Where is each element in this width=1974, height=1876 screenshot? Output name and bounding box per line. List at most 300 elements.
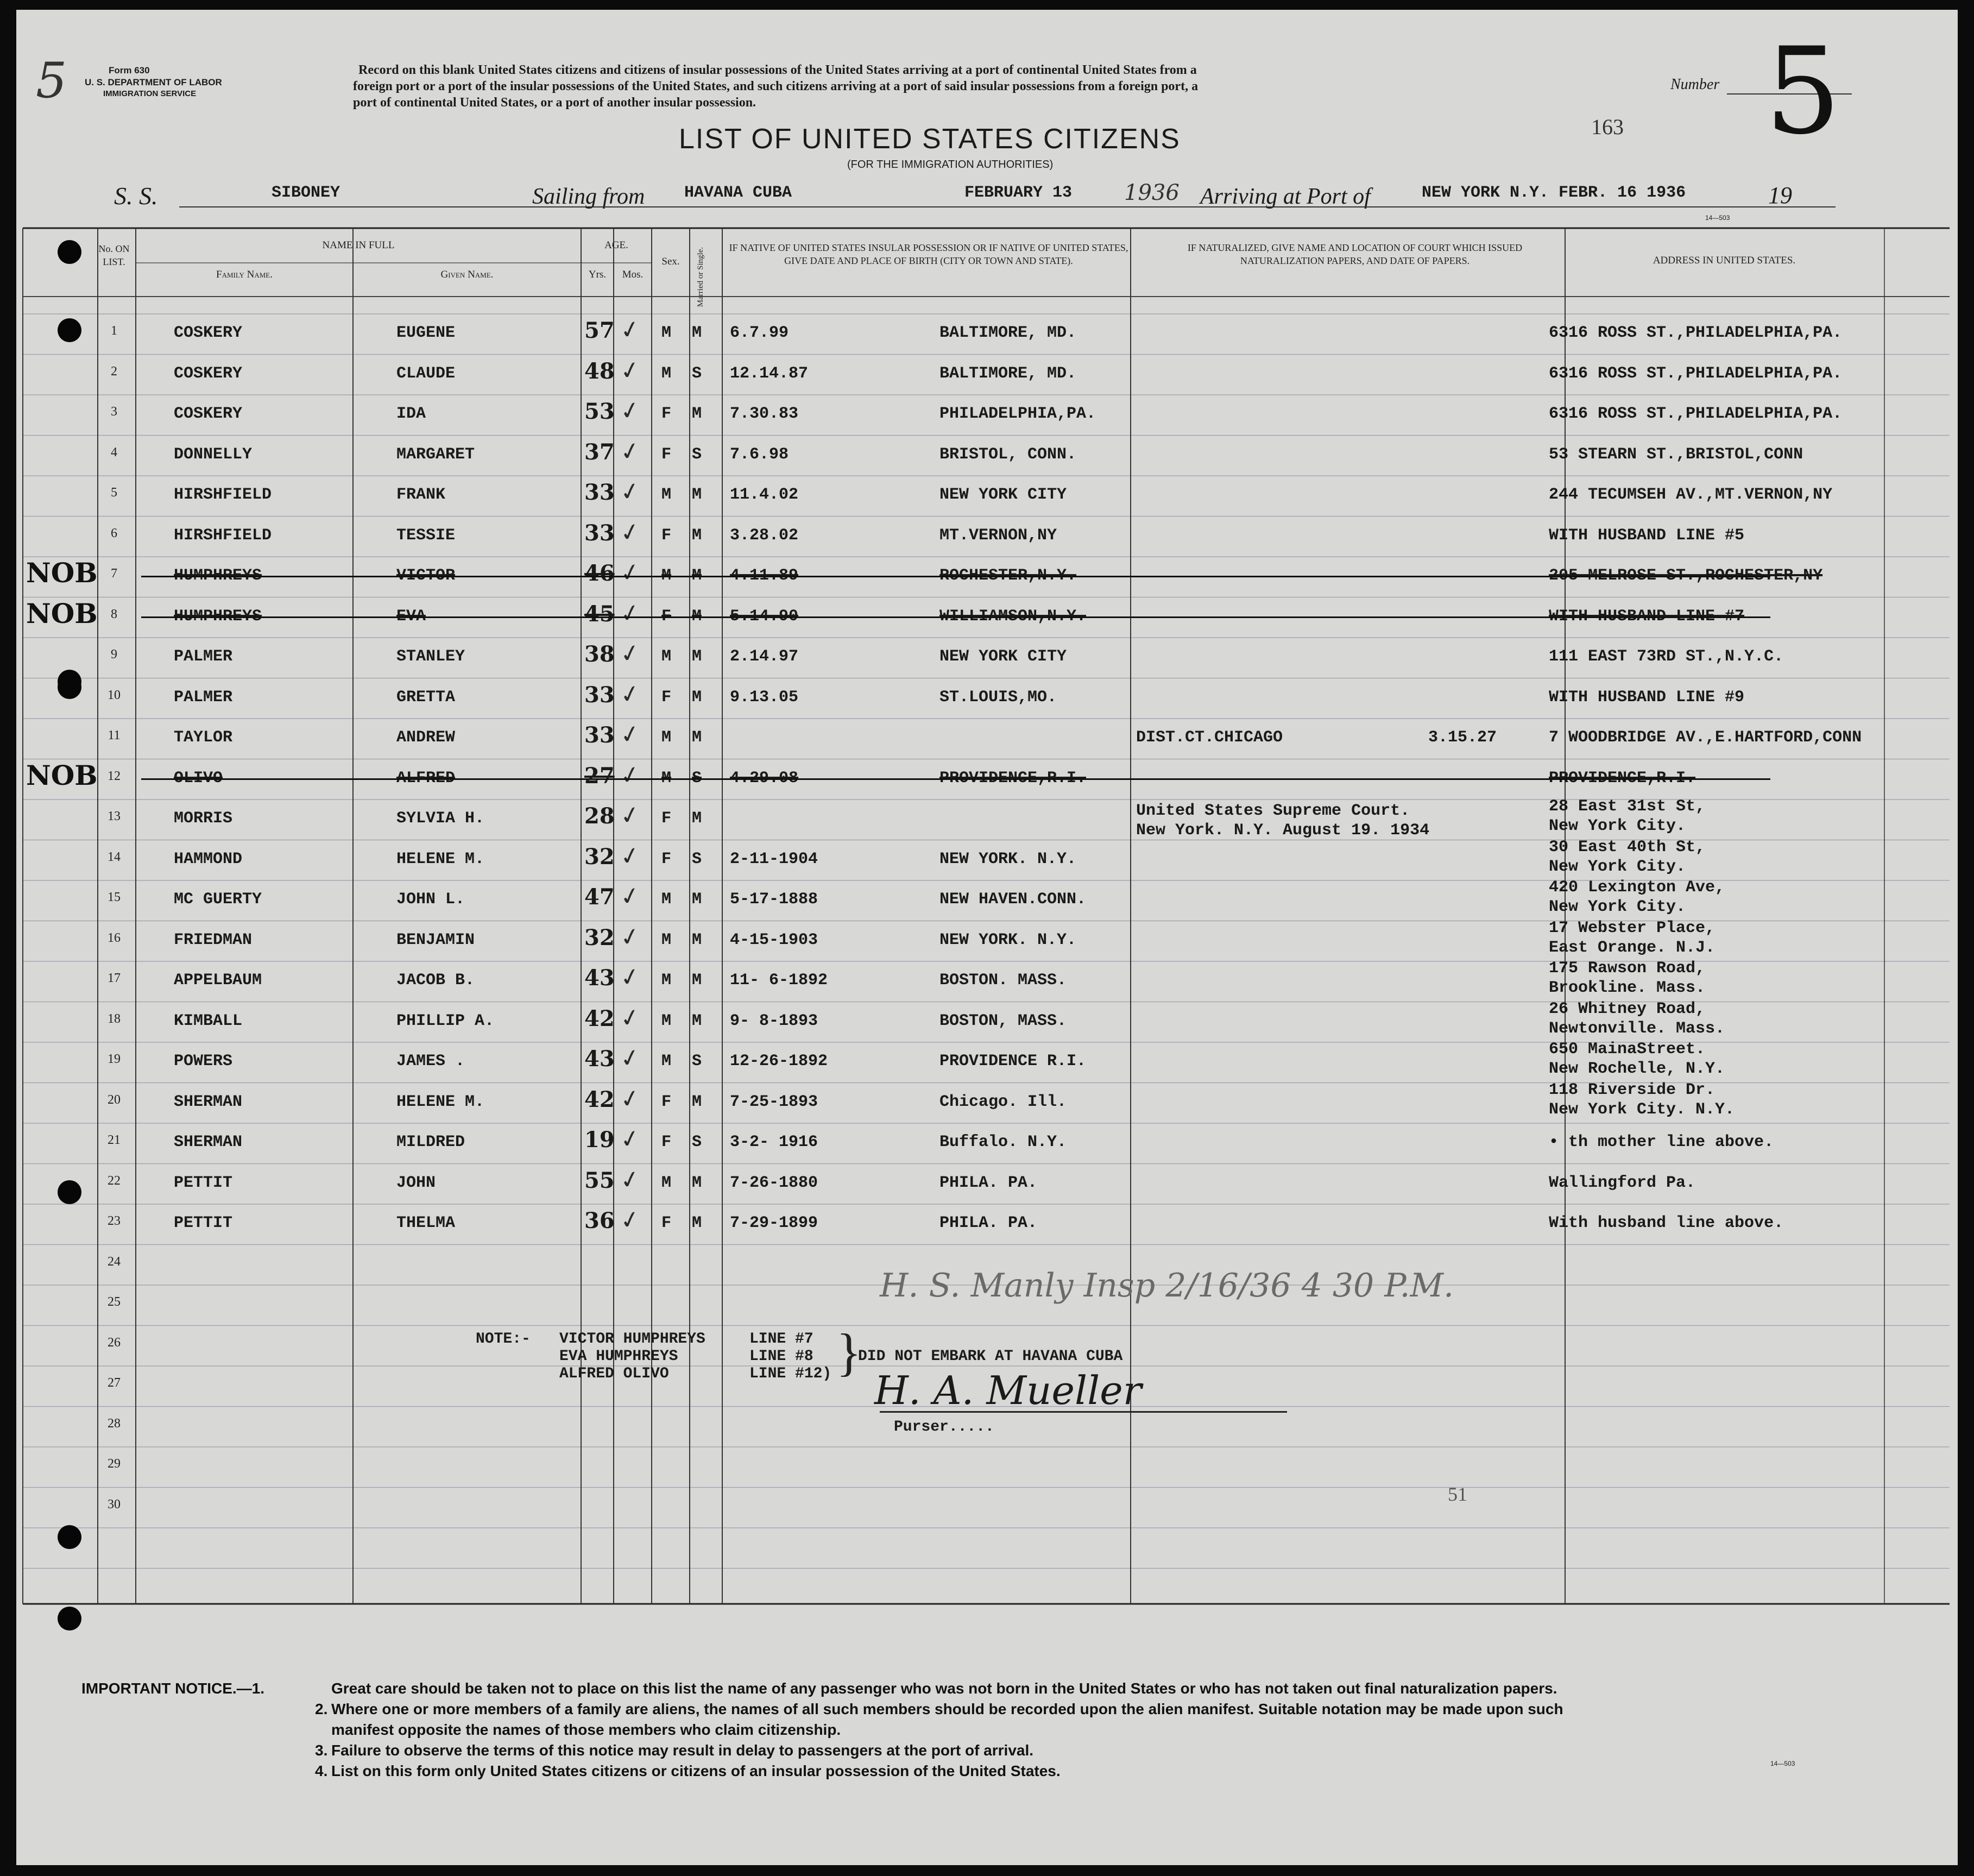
address: 53 STEARN ST.,BRISTOL,CONN [1549, 445, 1803, 464]
sex: F [661, 1214, 672, 1232]
family-name: PETTIT [174, 1173, 233, 1192]
from-port: HAVANA CUBA [684, 184, 792, 202]
sex: M [661, 1052, 672, 1071]
row-number: 2 [111, 364, 117, 379]
check-mark: ✓ [617, 1083, 643, 1115]
age-years: 33 [584, 480, 615, 505]
check-mark: ✓ [617, 395, 643, 427]
marital-status: M [692, 486, 702, 504]
check-mark: ✓ [617, 1164, 643, 1195]
birth-place: BOSTON, MASS. [939, 1011, 1067, 1030]
address-line-1: 175 Rawson Road, [1549, 959, 1706, 978]
family-name: HIRSHFIELD [174, 486, 272, 504]
row-number: 19 [108, 1052, 121, 1066]
row-number: 27 [108, 1376, 121, 1390]
age-years: 33 [584, 722, 615, 748]
birth-place: NEW YORK. N.Y. [939, 849, 1077, 868]
note-text: DID NOT EMBARK AT HAVANA CUBA [858, 1348, 1123, 1365]
given-name: MARGARET [396, 445, 475, 464]
birth-place: NEW YORK. N.Y. [939, 930, 1077, 949]
age-years: 28 [584, 803, 615, 829]
arrival-port: NEW YORK N.Y. FEBR. 16 1936 [1422, 184, 1686, 202]
address-line-2: New Rochelle, N.Y. [1549, 1060, 1725, 1078]
check-mark: ✓ [617, 799, 643, 832]
family-name: PETTIT [174, 1214, 233, 1232]
family-name: FRIEDMAN [174, 930, 253, 949]
check-mark: ✓ [617, 557, 643, 589]
birth-date: 11.4.02 [730, 486, 799, 504]
birth-place: ROCHESTER,N.Y. [939, 566, 1077, 585]
given-name: JACOB B. [396, 971, 475, 990]
row-number: 8 [111, 607, 117, 621]
age-years: 57 [584, 318, 615, 343]
note-name-1: VICTOR HUMPHREYS [559, 1331, 705, 1348]
birth-date: 4.11.89 [730, 566, 799, 585]
family-name: OLIVO [174, 769, 223, 788]
age-years: 55 [584, 1167, 615, 1193]
marital-status: M [692, 688, 702, 707]
marital-status: M [692, 930, 702, 949]
check-mark: ✓ [617, 597, 643, 629]
marital-status: M [692, 1092, 702, 1111]
naturalization-court: United States Supreme Court. [1136, 802, 1410, 820]
row-number: 15 [108, 890, 121, 904]
header-address: ADDRESS IN UNITED STATES. [1653, 255, 1796, 266]
instructions-line-1: Record on this blank United States citizens and citizens of insular possessions of the United States arriving at a port of continental United States from a [358, 63, 1197, 77]
header-age: AGE. [604, 240, 628, 251]
inspector-signature: H. S. Manly Insp 2/16/36 4 30 P.M. [880, 1267, 1454, 1305]
marital-status: M [692, 1173, 702, 1192]
nob-margin-note: NOB [26, 759, 98, 791]
birth-date: 3.28.02 [730, 526, 799, 545]
birth-place: Chicago. Ill. [939, 1092, 1067, 1111]
given-name: CLAUDE [396, 364, 456, 383]
address-line-1: 650 MainaStreet. [1549, 1040, 1706, 1059]
punch-hole [58, 318, 81, 342]
given-name: JOHN L. [396, 890, 465, 909]
family-name: PALMER [174, 647, 233, 666]
birth-date: 7.30.83 [730, 405, 799, 423]
note-line-1: LINE #7 [749, 1331, 813, 1348]
birth-date: 7-26-1880 [730, 1173, 818, 1192]
birth-date: 5.14.90 [730, 607, 799, 626]
notice-item-3: Failure to observe the terms of this notice may result in delay to passengers at the port of arrival. [331, 1742, 1034, 1759]
given-name: MILDRED [396, 1133, 465, 1151]
sex: F [661, 445, 672, 464]
row-number: 21 [108, 1133, 121, 1147]
birth-place: MT.VERNON,NY [939, 526, 1057, 545]
birth-date: 5-17-1888 [730, 890, 818, 909]
header-sex: Sex. [661, 256, 680, 267]
birth-date: 2-11-1904 [730, 849, 818, 868]
header-given: Given Name. [440, 269, 494, 280]
age-years: 43 [584, 1046, 615, 1072]
note-line-3: LINE #12) [749, 1365, 832, 1382]
given-name: PHILLIP A. [396, 1011, 495, 1030]
birth-date: 12.14.87 [730, 364, 809, 383]
birth-place: ST.LOUIS,MO. [939, 688, 1057, 707]
row-number: 25 [108, 1295, 121, 1309]
birth-date: 3-2- 1916 [730, 1133, 818, 1151]
birth-place: PHILA. PA. [939, 1173, 1038, 1192]
punch-hole [58, 1607, 81, 1631]
family-name: SHERMAN [174, 1092, 243, 1111]
header-naturalized: IF NATURALIZED, GIVE NAME AND LOCATION OF COURT WHICH ISSUED NATURALIZATION PAPERS, AND DATE OF PAPERS. [1187, 242, 1523, 266]
address: 6316 ROSS ST.,PHILADELPHIA,PA. [1549, 324, 1843, 342]
sex: F [661, 1133, 672, 1151]
age-years: 42 [584, 1005, 615, 1031]
marital-status: M [692, 607, 702, 626]
ship-name: SIBONEY [272, 184, 340, 202]
row-number: 1 [111, 324, 117, 338]
given-name: EVA [396, 607, 426, 626]
row-number: 22 [108, 1173, 121, 1188]
sail-date: FEBRUARY 13 [964, 184, 1073, 202]
marital-status: M [692, 890, 702, 909]
address-line-2: East Orange. N.J. [1549, 938, 1716, 957]
birth-place: NEW YORK CITY [939, 486, 1067, 504]
birth-date: 12-26-1892 [730, 1052, 828, 1071]
print-code: 14—503 [1705, 214, 1730, 222]
marital-status: M [692, 324, 702, 342]
nob-margin-note: NOB [26, 557, 98, 589]
check-mark: ✓ [617, 436, 643, 467]
sex: F [661, 849, 672, 868]
notice-num-2: 2. [315, 1701, 328, 1717]
sex: F [661, 1092, 672, 1111]
address: 6316 ROSS ST.,PHILADELPHIA,PA. [1549, 405, 1843, 423]
birth-place: NEW HAVEN.CONN. [939, 890, 1087, 909]
sex: M [661, 971, 672, 990]
given-name: GRETTA [396, 688, 456, 707]
sex: M [661, 364, 672, 383]
header-family: Family Name. [216, 269, 273, 280]
sex: M [661, 890, 672, 909]
birth-date: 4.29.08 [730, 769, 799, 788]
family-name: HAMMOND [174, 849, 243, 868]
sex: F [661, 526, 672, 545]
marital-status: S [692, 445, 702, 464]
row-number: 6 [111, 526, 117, 540]
row-number: 9 [111, 647, 117, 662]
given-name: IDA [396, 405, 426, 423]
age-years: 33 [584, 520, 615, 546]
sailing-label: Sailing from [532, 184, 645, 209]
birth-place: NEW YORK CITY [939, 647, 1067, 666]
family-name: COSKERY [174, 324, 243, 342]
given-name: EUGENE [396, 324, 456, 342]
birth-date: 9.13.05 [730, 688, 799, 707]
birth-date: 4-15-1903 [730, 930, 818, 949]
nob-margin-note: NOB [26, 597, 98, 629]
marital-status: S [692, 769, 702, 788]
birth-place: WILLIAMSON,N.Y. [939, 607, 1087, 626]
check-mark: ✓ [617, 961, 643, 993]
sex: M [661, 930, 672, 949]
marital-status: M [692, 1214, 702, 1232]
family-name: PALMER [174, 688, 233, 707]
sex: F [661, 405, 672, 423]
family-name: POWERS [174, 1052, 233, 1071]
note-name-2: EVA HUMPHREYS [559, 1348, 678, 1365]
row-number: 24 [108, 1254, 121, 1269]
check-mark: ✓ [617, 1123, 643, 1155]
sex: F [661, 688, 672, 707]
row-number: 23 [108, 1214, 121, 1228]
given-name: SYLVIA H. [396, 809, 485, 828]
birth-place: PHILA. PA. [939, 1214, 1038, 1232]
notice-item-4: List on this form only United States citizens or citizens of an insular possession of the United States. [331, 1762, 1061, 1779]
check-mark: ✓ [617, 1002, 643, 1034]
given-name: THELMA [396, 1214, 456, 1232]
header-yrs: Yrs. [588, 269, 607, 280]
number-value: 5 [1765, 22, 1841, 161]
punch-hole [58, 240, 81, 264]
form-number: Form 630 [109, 65, 150, 75]
marital-status: M [692, 971, 702, 990]
row-number: 29 [108, 1457, 121, 1471]
marital-status: M [692, 1011, 702, 1030]
sex: M [661, 647, 672, 666]
service: IMMIGRATION SERVICE [103, 89, 197, 98]
address-line-2: New York City. [1549, 817, 1686, 835]
given-name: HELENE M. [396, 849, 485, 868]
age-years: 19 [584, 1127, 615, 1153]
strike-line [141, 576, 1770, 577]
family-name: DONNELLY [174, 445, 253, 464]
year-prefix: 19 [1768, 182, 1792, 209]
marital-status: M [692, 526, 702, 545]
given-name: ALFRED [396, 769, 456, 788]
header-name-in-full: NAME IN FULL [322, 240, 395, 251]
address: 244 TECUMSEH AV.,MT.VERNON,NY [1549, 486, 1833, 504]
given-name: HELENE M. [396, 1092, 485, 1111]
address: Wallingford Pa. [1549, 1173, 1696, 1192]
note-line-2: LINE #8 [749, 1348, 813, 1365]
birth-place: PHILADELPHIA,PA. [939, 405, 1096, 423]
address-line-2: Newtonville. Mass. [1549, 1019, 1725, 1038]
birth-date: 2.14.97 [730, 647, 799, 666]
address: 6316 ROSS ST.,PHILADELPHIA,PA. [1549, 364, 1843, 383]
marital-status: S [692, 1133, 702, 1151]
age-years: 48 [584, 358, 615, 384]
sex: F [661, 607, 672, 626]
notice-num-3: 3. [315, 1742, 328, 1759]
purser-signature: H. A. Mueller [874, 1368, 1142, 1413]
sex: M [661, 566, 672, 585]
given-name: ANDREW [396, 728, 456, 747]
check-mark: ✓ [617, 719, 643, 751]
age-years: 45 [584, 601, 615, 627]
voyage-underline [179, 206, 1836, 207]
header-no: No. ON LIST. [98, 243, 130, 267]
header-married: Married or Single. [696, 247, 705, 307]
address-line-1: 118 Riverside Dr. [1549, 1080, 1716, 1099]
marital-status: M [692, 566, 702, 585]
birth-place: BALTIMORE, MD. [939, 324, 1077, 342]
check-mark: ✓ [617, 1204, 643, 1236]
punch-hole [58, 1180, 81, 1204]
row-number: 14 [108, 849, 121, 864]
row-number: 13 [108, 809, 121, 823]
age-years: 47 [584, 884, 615, 910]
family-name: HIRSHFIELD [174, 526, 272, 545]
address: WITH HUSBAND LINE #7 [1549, 607, 1745, 626]
family-name: APPELBAUM [174, 971, 262, 990]
age-years: 46 [584, 561, 615, 586]
check-mark: ✓ [617, 476, 643, 508]
ss-label: S. S. [114, 182, 158, 210]
birth-place: BALTIMORE, MD. [939, 364, 1077, 383]
age-years: 37 [584, 439, 615, 465]
naturalization-date: 3.15.27 [1428, 728, 1497, 747]
row-number: 28 [108, 1416, 121, 1431]
birth-date: 7.6.98 [730, 445, 789, 464]
punch-hole [58, 1525, 81, 1549]
row-number: 5 [111, 486, 117, 500]
number-label: Number [1670, 76, 1720, 93]
naturalization-date: New York. N.Y. August 19. 1934 [1136, 821, 1430, 840]
address-line-1: 30 East 40th St, [1549, 838, 1706, 857]
row-number: 11 [108, 728, 121, 742]
address-line-2: New York City. [1549, 857, 1686, 876]
sex: M [661, 728, 672, 747]
address: WITH HUSBAND LINE #5 [1549, 526, 1745, 545]
notice-code: 14—503 [1770, 1760, 1795, 1767]
birth-date: 9- 8-1893 [730, 1011, 818, 1030]
page-subtitle: (FOR THE IMMIGRATION AUTHORITIES) [847, 159, 1054, 171]
family-name: COSKERY [174, 364, 243, 383]
purser-label: Purser..... [894, 1419, 994, 1436]
given-name: JOHN [396, 1173, 436, 1192]
note-label: NOTE:- [476, 1331, 531, 1348]
family-name: SHERMAN [174, 1133, 243, 1151]
check-mark: ✓ [617, 678, 643, 710]
check-mark: ✓ [617, 880, 643, 912]
marital-status: S [692, 364, 702, 383]
purser-underline [880, 1411, 1287, 1413]
birth-date: 7-29-1899 [730, 1214, 818, 1232]
address: 111 EAST 73RD ST.,N.Y.C. [1549, 647, 1784, 666]
check-mark: ✓ [617, 921, 643, 953]
age-years: 43 [584, 965, 615, 991]
check-mark: ✓ [617, 638, 643, 670]
family-name: TAYLOR [174, 728, 233, 747]
birth-date: 11- 6-1892 [730, 971, 828, 990]
age-years: 27 [584, 763, 615, 789]
row-number: 16 [108, 930, 121, 945]
given-name: STANLEY [396, 647, 465, 666]
check-mark: ✓ [617, 355, 643, 386]
address: PROVIDENCE,R.I. [1549, 769, 1696, 788]
given-name: TESSIE [396, 526, 456, 545]
sex: M [661, 769, 672, 788]
address-line-2: New York City. [1549, 898, 1686, 916]
age-years: 32 [584, 843, 615, 870]
birth-place: BOSTON. MASS. [939, 971, 1067, 990]
birth-date: 6.7.99 [730, 324, 789, 342]
address: • th mother line above. [1549, 1133, 1774, 1151]
notice-item-1: Great care should be taken not to place on this list the name of any passenger who was not born in the United States or who has not taken out final naturalization papers. [331, 1680, 1557, 1697]
marital-status: M [692, 405, 702, 423]
marital-status: M [692, 809, 702, 828]
row-number: 26 [108, 1335, 121, 1350]
arriving-label: Arriving at Port of [1200, 184, 1371, 209]
notice-title: IMPORTANT NOTICE.—1. [81, 1680, 265, 1697]
given-name: BENJAMIN [396, 930, 475, 949]
note-name-3: ALFRED OLIVO [559, 1365, 669, 1382]
instructions-line-3: port of continental United States, or a port of another insular possession. [353, 96, 756, 110]
row-number: 20 [108, 1092, 121, 1107]
address: 7 WOODBRIDGE AV.,E.HARTFORD,CONN [1549, 728, 1862, 747]
family-name: MC GUERTY [174, 890, 262, 909]
check-mark: ✓ [617, 517, 643, 548]
address-line-1: 26 Whitney Road, [1549, 999, 1706, 1018]
header-birth: IF NATIVE OF UNITED STATES INSULAR POSSESSION OR IF NATIVE OF UNITED STATES, GIVE DATE AND PLACE OF BIRTH (CITY OR TOWN AND STATE). [729, 242, 1128, 266]
given-name: FRANK [396, 486, 446, 504]
family-name: KIMBALL [174, 1011, 243, 1030]
address: 205 MELROSE ST.,ROCHESTER,NY [1549, 566, 1823, 585]
note-brace: } [836, 1323, 862, 1381]
strike-line [141, 616, 1770, 618]
punch-hole [58, 675, 81, 699]
row-number: 30 [108, 1497, 121, 1512]
address-line-2: New York City. N.Y. [1549, 1100, 1735, 1119]
given-name: VICTOR [396, 566, 456, 585]
notice-num-4: 4. [315, 1762, 328, 1779]
row-number: 12 [108, 769, 121, 783]
row-number: 10 [108, 688, 121, 702]
address-line-1: 28 East 31st St, [1549, 797, 1706, 816]
address-line-1: 420 Lexington Ave, [1549, 878, 1725, 897]
sail-year: 1936 [1124, 180, 1180, 205]
sex: M [661, 1173, 672, 1192]
birth-date: 7-25-1893 [730, 1092, 818, 1111]
page-title: LIST OF UNITED STATES CITIZENS [679, 123, 1181, 155]
check-mark: ✓ [617, 759, 643, 791]
marital-status: S [692, 1052, 702, 1071]
row-number: 4 [111, 445, 117, 459]
address-line-1: 17 Webster Place, [1549, 918, 1716, 937]
sex: M [661, 1011, 672, 1030]
age-years: 42 [584, 1086, 615, 1112]
check-mark: ✓ [617, 1042, 643, 1074]
birth-place: PROVIDENCE R.I. [939, 1052, 1087, 1071]
family-name: HUMPHREYS [174, 607, 262, 626]
strike-line [141, 778, 1770, 780]
age-years: 36 [584, 1208, 615, 1233]
notice-item-2-cont: manifest opposite the names of those members who claim citizenship. [331, 1721, 841, 1738]
row-number: 7 [111, 566, 117, 581]
header-mos: Mos. [622, 269, 644, 280]
birth-place: BRISTOL, CONN. [939, 445, 1077, 464]
manifest-sheet [16, 10, 1958, 1865]
page-number: 51 [1448, 1483, 1467, 1505]
family-name: HUMPHREYS [174, 566, 262, 585]
address: With husband line above. [1549, 1214, 1784, 1232]
department: U. S. DEPARTMENT OF LABOR [85, 77, 222, 87]
row-number: 18 [108, 1011, 121, 1026]
sex: F [661, 809, 672, 828]
age-years: 33 [584, 682, 615, 708]
sex: M [661, 486, 672, 504]
address: WITH HUSBAND LINE #9 [1549, 688, 1745, 707]
marital-status: S [692, 849, 702, 868]
sex: M [661, 324, 672, 342]
row-number: 3 [111, 405, 117, 419]
address-line-2: Brookline. Mass. [1549, 979, 1706, 997]
family-name: COSKERY [174, 405, 243, 423]
